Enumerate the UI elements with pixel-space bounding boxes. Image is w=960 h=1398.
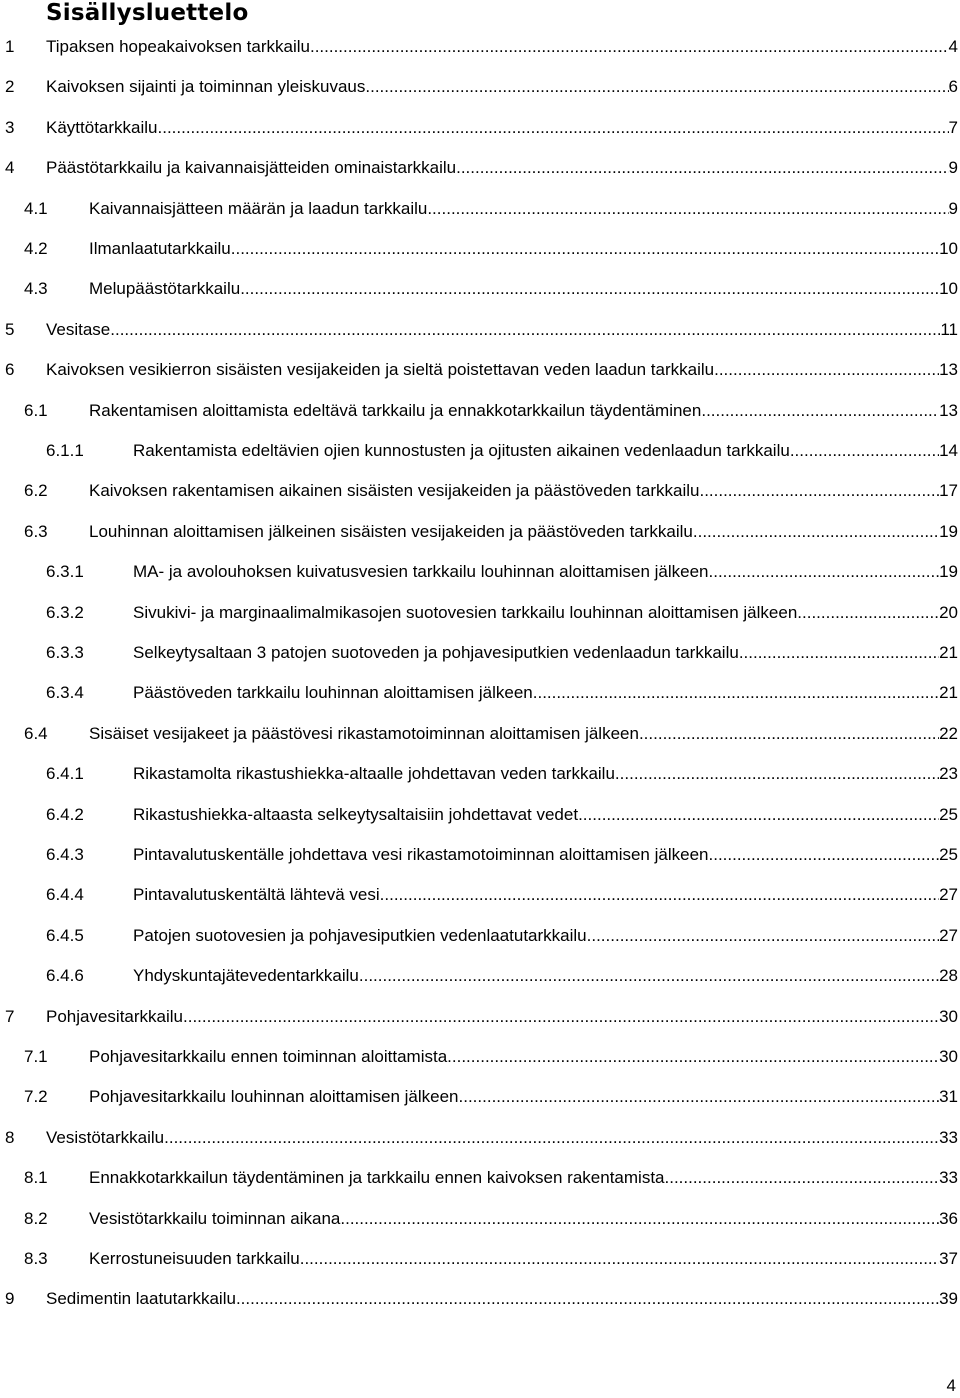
page-title: Sisällysluettelo — [46, 0, 249, 26]
toc-entry[interactable] — [0, 34, 958, 60]
toc-entry-number: 6 — [5, 360, 15, 380]
toc-entry-label: Käyttötarkkailu — [46, 117, 158, 137]
toc-entry-number: 6.4.6 — [46, 966, 84, 986]
toc-entry-number: 8 — [5, 1127, 15, 1147]
toc-leader-dots — [739, 640, 939, 666]
toc-entry[interactable] — [0, 478, 958, 504]
toc-entry-page: 19 — [939, 521, 958, 541]
toc-entry-number: 6.3.1 — [46, 562, 84, 582]
toc-entry[interactable] — [0, 802, 958, 828]
toc-entry-page: 21 — [939, 643, 958, 662]
toc-entry-label: Kaivoksen rakentamisen aikainen sisäisten vesijakeiden ja päästöveden tarkkailu — [89, 481, 700, 501]
toc-entry-page: 21 — [939, 683, 958, 703]
toc-entry-label: Louhinnan aloittamisen jälkeinen sisäisten vesijakeiden ja päästöveden tarkkailu — [89, 521, 693, 541]
toc-entry-page: 10 — [939, 239, 958, 258]
toc-leader-dots — [713, 842, 939, 868]
toc-entry[interactable] — [0, 1084, 958, 1110]
toc-entry-number: 6.3 — [24, 521, 48, 541]
toc-entry-number: 7.2 — [24, 1087, 48, 1107]
toc-leader-dots — [693, 519, 939, 545]
toc-entry[interactable] — [0, 761, 958, 787]
toc-entry-page: 20 — [939, 602, 958, 622]
toc-entry-page: 14 — [939, 441, 958, 460]
toc-entry-page: 13 — [939, 400, 958, 420]
toc-entry-number: 8.2 — [24, 1208, 48, 1228]
toc-entry[interactable] — [0, 721, 958, 747]
toc-entry-label: Ilmanlaatutarkkailu — [89, 239, 231, 258]
toc-entry-page: 27 — [939, 885, 958, 905]
toc-entry-number: 4.3 — [24, 279, 48, 299]
toc-entry-page: 7 — [948, 117, 958, 137]
toc-entry-number: 6.4.5 — [46, 925, 84, 945]
toc-entry-label: MA- ja avolouhoksen kuivatusvesien tarkkailu louhinnan aloittamisen jälkeen — [133, 562, 709, 582]
toc-entry[interactable] — [0, 1044, 958, 1070]
toc-leader-dots — [456, 155, 948, 181]
toc-leader-dots — [240, 276, 939, 302]
toc-entry-label: Patojen suotovesien ja pohjavesiputkien vedenlaatutarkkailu — [133, 925, 587, 945]
toc-entry-number: 8.3 — [24, 1249, 48, 1268]
toc-entry[interactable] — [0, 1165, 958, 1191]
toc-entry-page: 19 — [939, 562, 958, 582]
toc-entry-page: 25 — [939, 845, 958, 864]
toc-entry-label: Pohjavesitarkkailu — [46, 1006, 184, 1026]
toc-entry-number: 3 — [5, 117, 15, 137]
toc-leader-dots — [158, 115, 949, 141]
toc-leader-dots — [183, 1004, 939, 1030]
toc-entry[interactable] — [0, 519, 958, 545]
toc-entry-label: Sisäiset vesijakeet ja päästövesi rikastamotoiminnan aloittamisen jälkeen — [89, 723, 639, 743]
toc-entry-label: Rakentamisen aloittamista edeltävä tarkkailu ja ennakkotarkkailun täydentäminen — [89, 400, 702, 420]
toc-entry-label: Yhdyskuntajätevedentarkkailu — [133, 966, 359, 986]
toc-entry[interactable] — [0, 640, 958, 666]
toc-entry-label: Rakentamista edeltävien ojien kunnostusten ja ojitusten aikainen vedenlaadun tarkkailu — [133, 441, 790, 460]
toc-entry-page: 30 — [939, 1047, 958, 1066]
toc-entry-number: 6.1 — [24, 400, 48, 420]
toc-entry-page: 9 — [948, 198, 958, 218]
toc-entry-page: 23 — [939, 764, 958, 784]
toc-entry-page: 9 — [948, 158, 958, 178]
toc-entry[interactable] — [0, 1286, 958, 1312]
toc-entry[interactable] — [0, 276, 958, 302]
toc-entry-number: 7.1 — [24, 1047, 48, 1066]
toc-entry-page: 37 — [939, 1249, 958, 1268]
toc-entry-number: 4.2 — [24, 239, 48, 258]
toc-entry[interactable] — [0, 196, 958, 222]
toc-entry[interactable] — [0, 963, 958, 989]
toc-entry-number: 1 — [5, 37, 15, 56]
toc-leader-dots — [231, 236, 939, 262]
toc-entry-label: Kerrostuneisuuden tarkkailu — [89, 1249, 300, 1268]
toc-entry-label: Sedimentin laatutarkkailu — [46, 1289, 236, 1309]
toc-entry[interactable] — [0, 398, 958, 424]
toc-entry-label: Ennakkotarkkailun täydentäminen ja tarkkailu ennen kaivoksen rakentamista — [89, 1168, 665, 1188]
toc-entry-page: 11 — [940, 319, 958, 339]
toc-entry-label: Pintavalutuskentältä lähtevä vesi — [133, 885, 380, 905]
toc-entry-number: 6.3.4 — [46, 683, 84, 703]
toc-entry-page: 6 — [948, 77, 958, 97]
toc-leader-dots — [427, 196, 948, 222]
toc-leader-dots — [578, 802, 939, 828]
toc-entry-number: 6.3.3 — [46, 643, 84, 662]
toc-entry-number: 6.4.4 — [46, 885, 84, 905]
toc-entry-label: Pohjavesitarkkailu ennen toiminnan aloittamista — [89, 1047, 448, 1066]
toc-leader-dots — [709, 559, 940, 585]
toc-entry-number: 6.1.1 — [46, 441, 84, 460]
toc-entry-page: 27 — [939, 925, 958, 945]
toc-entry[interactable] — [0, 600, 958, 626]
toc-entry-page: 13 — [939, 360, 958, 380]
toc-entry-label: Selkeytysaltaan 3 patojen suotoveden ja pohjavesiputkien vedenlaadun tarkkailu — [133, 643, 739, 662]
toc-leader-dots — [380, 882, 939, 908]
toc-entry-label: Päästötarkkailu ja kaivannaisjätteiden ominaistarkkailu — [46, 158, 457, 178]
toc-leader-dots — [797, 600, 939, 626]
toc-entry-page: 17 — [939, 481, 958, 501]
toc-leader-dots — [164, 1125, 939, 1151]
toc-entry-label: Pohjavesitarkkailu louhinnan aloittamisen jälkeen — [89, 1087, 459, 1107]
toc-leader-dots — [615, 761, 939, 787]
toc-entry-label: Vesistötarkkailu toiminnan aikana — [89, 1208, 341, 1228]
toc-leader-dots — [790, 438, 939, 464]
toc-entry-label: Melupäästötarkkailu — [89, 279, 241, 299]
toc-entry[interactable] — [0, 115, 958, 141]
toc-leader-dots — [340, 1206, 939, 1232]
toc-entry-number: 6.4.2 — [46, 804, 84, 824]
toc-leader-dots — [714, 357, 939, 383]
toc-entry-page: 33 — [939, 1168, 958, 1188]
toc-entry[interactable] — [0, 1125, 958, 1151]
toc-entry-page: 31 — [939, 1087, 958, 1107]
toc-entry-page: 10 — [939, 279, 958, 299]
toc-entry[interactable] — [0, 559, 958, 585]
toc-entry-label: Sivukivi- ja marginaalimalmikasojen suotovesien tarkkailu louhinnan aloittamisen jälkeen — [133, 602, 798, 622]
toc-entry[interactable] — [0, 923, 958, 949]
toc-leader-dots — [665, 1165, 940, 1191]
toc-entry-page: 25 — [939, 804, 958, 824]
toc-entry-label: Rikastamolta rikastushiekka-altaalle johdettavan veden tarkkailu — [133, 764, 615, 784]
toc-leader-dots — [365, 74, 948, 100]
toc-leader-dots — [236, 1286, 939, 1312]
toc-entry-page: 22 — [939, 723, 958, 743]
toc-entry-number: 5 — [5, 319, 15, 339]
toc-leader-dots — [459, 1084, 940, 1110]
page-number: 4 — [946, 1376, 956, 1395]
toc-entry-number: 6.4 — [24, 723, 48, 743]
toc-entry[interactable] — [0, 438, 958, 464]
toc-entry-label: Vesistötarkkailu — [46, 1127, 165, 1147]
toc-entry[interactable] — [0, 74, 958, 100]
toc-leader-dots — [359, 963, 939, 989]
toc-entry-page: 36 — [939, 1208, 958, 1228]
toc-entry-number: 4 — [5, 158, 15, 178]
toc-entry[interactable] — [0, 1004, 958, 1030]
toc-entry-number: 8.1 — [24, 1168, 48, 1188]
toc-leader-dots — [587, 923, 939, 949]
toc-entry-label: Päästöveden tarkkailu louhinnan aloittamisen jälkeen — [133, 683, 533, 703]
toc-entry-page: 33 — [939, 1127, 958, 1147]
toc-leader-dots — [310, 34, 949, 60]
toc-entry-label: Rikastushiekka-altaasta selkeytysaltaisiin johdettavat vedet — [133, 804, 579, 824]
toc-leader-dots — [300, 1246, 939, 1272]
toc-leader-dots — [533, 680, 939, 706]
toc-entry[interactable] — [0, 680, 958, 706]
toc-entry-label: Kaivoksen vesikierron sisäisten vesijakeiden ja sieltä poistettavan veden laadun tarkkailu — [46, 360, 715, 380]
toc-entry-number: 6.3.2 — [46, 602, 84, 622]
toc-entry[interactable] — [0, 317, 958, 343]
toc-entry[interactable] — [0, 842, 958, 868]
toc-entry-label: Kaivannaisjätteen määrän ja laadun tarkkailu — [89, 198, 428, 218]
toc-leader-dots — [639, 721, 939, 747]
toc-entry[interactable] — [0, 357, 958, 383]
toc-leader-dots — [110, 317, 940, 343]
toc-entry-number: 4.1 — [24, 198, 48, 218]
toc-entry-page: 30 — [939, 1006, 958, 1026]
toc-entry-number: 9 — [5, 1289, 15, 1309]
toc-entry[interactable] — [0, 882, 958, 908]
toc-entry-number: 6.2 — [24, 481, 48, 501]
toc-entry-number: 6.4.3 — [46, 845, 84, 864]
toc-entry-page: 28 — [939, 966, 958, 986]
toc-entry[interactable] — [0, 1246, 958, 1272]
toc-entry-label: Tipaksen hopeakaivoksen tarkkailu — [46, 37, 310, 56]
toc-leader-dots — [447, 1044, 939, 1070]
toc-entry-number: 2 — [5, 77, 15, 97]
toc-leader-dots — [701, 398, 939, 424]
toc-leader-dots — [699, 478, 939, 504]
toc-entry-label: Vesitase — [46, 319, 111, 339]
toc-entry[interactable] — [0, 236, 958, 262]
toc-entry-label: Kaivoksen sijainti ja toiminnan yleiskuvaus — [46, 77, 366, 97]
toc-entry-number: 7 — [5, 1006, 15, 1026]
toc-entry[interactable] — [0, 155, 958, 181]
toc-entry-number: 6.4.1 — [46, 764, 84, 784]
toc-entry-label: Pintavalutuskentälle johdettava vesi rikastamotoiminnan aloittamisen jälkeen. — [133, 845, 714, 864]
toc-entry-page: 4 — [948, 37, 958, 56]
toc-entry[interactable] — [0, 1206, 958, 1232]
toc-entry-page: 39 — [939, 1289, 958, 1309]
